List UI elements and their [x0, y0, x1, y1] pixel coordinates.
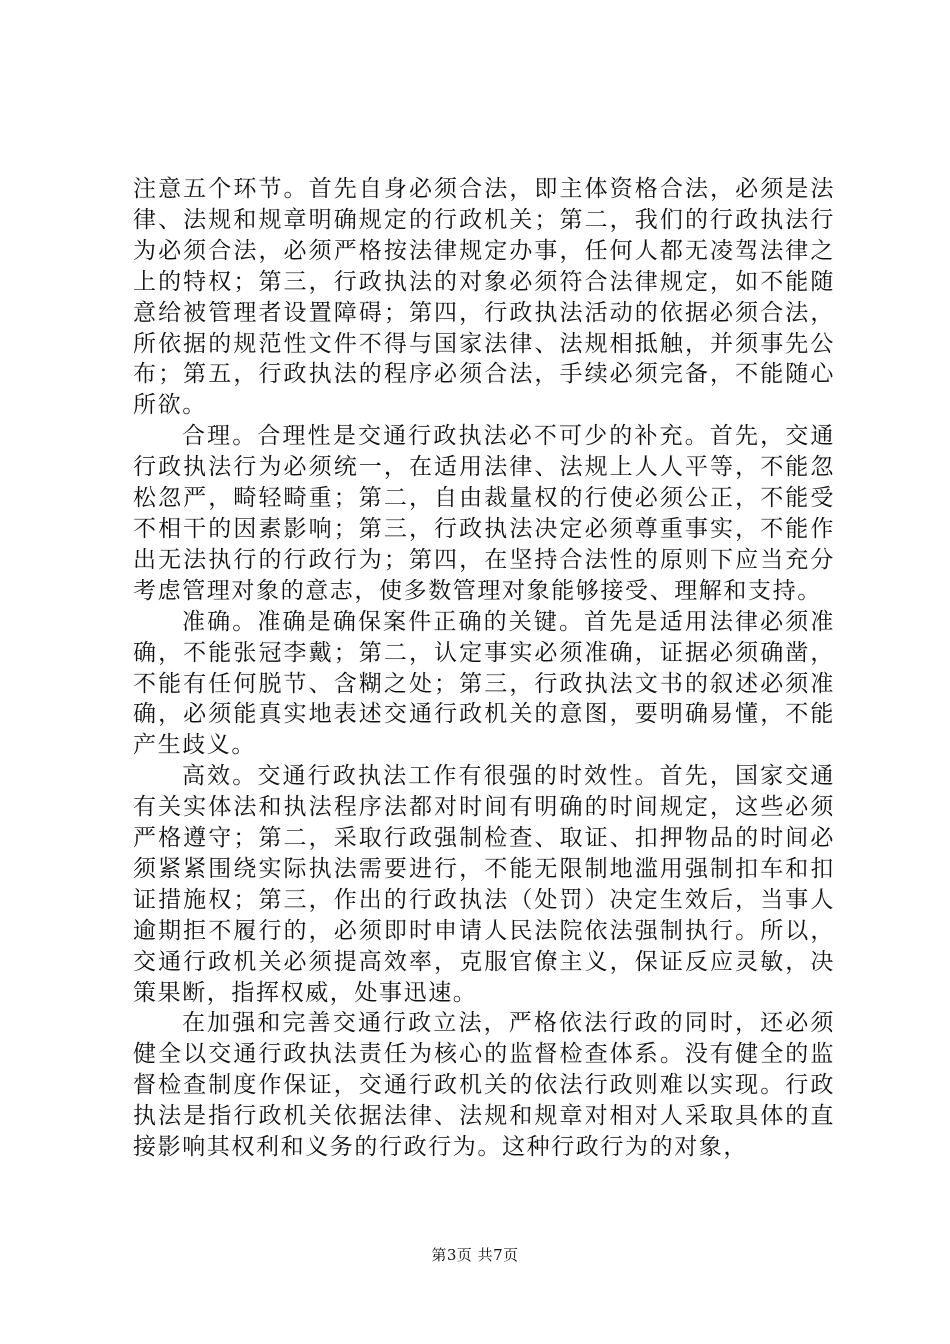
paragraph-supervision: 在加强和完善交通行政立法，严格依法行政的同时，还必须健全以交通行政执法责任为核心的监督检查体系。没有健全的监督检查制度作保证，交通行政机关的依法行政则难以实现。行政执法是指行政机关依据法律、法规和规章对相对人采取具体的直接影响其权利和义务的行政行为。这种行政行为的对象， — [133, 1010, 835, 1161]
body-text — [133, 174, 835, 1163]
paragraph-legality-continued: 注意五个环节。首先自身必须合法，即主体资格合法，必须是法律、法规和规章明确规定的行政机关；第二，我们的行政执法行为必须合法，必须严格按法律规定办事，任何人都无凌驾法律之上的特权；第三，行政执法的对象必须符合法律规定，如不能随意给被管理者设置障碍；第四，行政执法活动的依据必须合法，所依据的规范性文件不得与国家法律、法规相抵触，并须事先公布；第五，行政执法的程序必须合法，手续必须完备，不能随心所欲。 — [133, 176, 835, 419]
paragraph-efficiency: 高效。交通行政执法工作有很强的时效性。首先，国家交通有关实体法和执法程序法都对时间有明确的时间规定，这些必须严格遵守；第二，采取行政强制检查、取证、扣押物品的时间必须紧紧围绕实际执法需要进行，不能无限制地滥用强制扣车和扣证措施权；第三，作出的行政执法（处罚）决定生效后，当事人逾期拒不履行的，必须即时申请人民法院依法强制执行。所以，交通行政机关必须提高效率，克服官僚主义，保证反应灵敏，决策果断，指挥权威，处事迅速。 — [133, 763, 835, 1006]
page-number-footer: 第3页 共7页 — [431, 1246, 519, 1264]
paragraph-accuracy: 准确。准确是确保案件正确的关键。首先是适用法律必须准确，不能张冠李戴；第二，认定事实必须准确，证据必须确凿，不能有任何脱节、含糊之处；第三，行政执法文书的叙述必须准确，必须能真实地表述交通行政机关的意图，要明确易懂，不能产生歧义。 — [133, 608, 835, 759]
paragraph-reasonableness: 合理。合理性是交通行政执法必不可少的补充。首先，交通行政执法行为必须统一，在适用法律、法规上人人平等，不能忽松忽严，畸轻畸重；第二，自由裁量权的行使必须公正，不能受不相干的因素影响；第三，行政执法决定必须尊重事实，不能作出无法执行的行政行为；第四，在坚持合法性的原则下应当充分考虑管理对象的意志，使多数管理对象能够接受、理解和支持。 — [133, 423, 835, 604]
